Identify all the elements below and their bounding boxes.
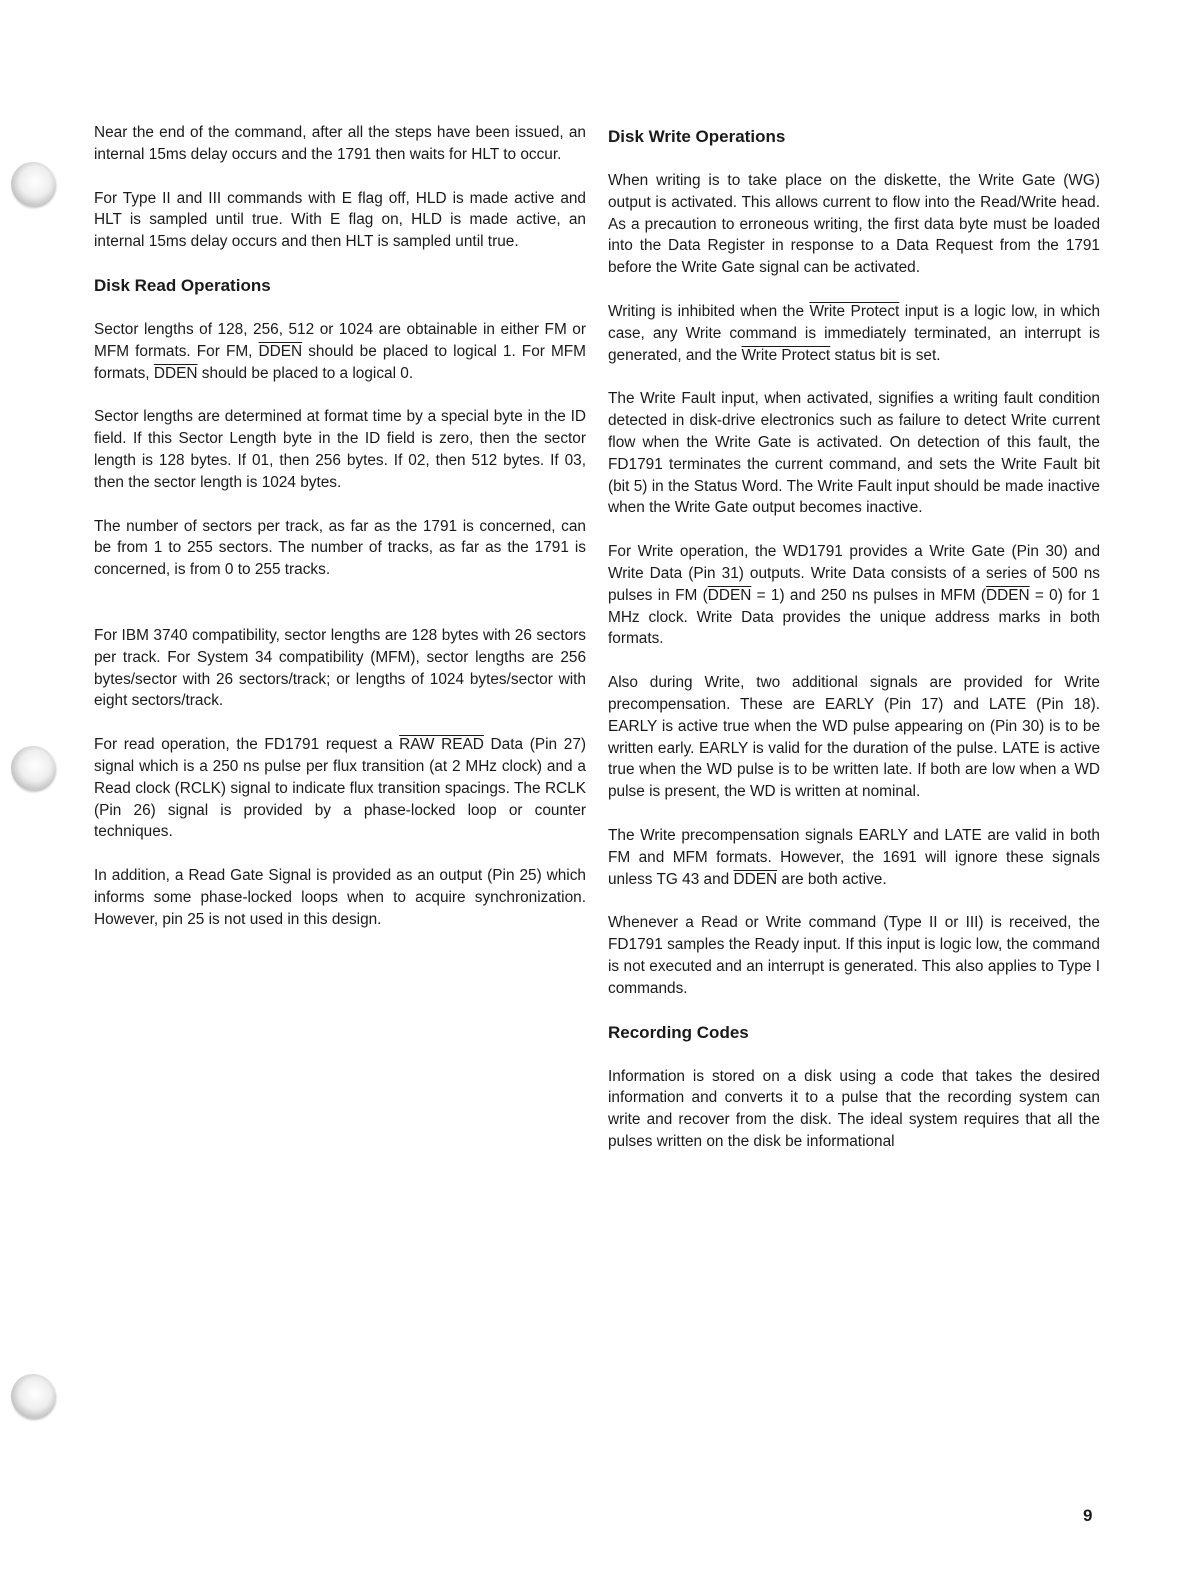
paragraph-sector-lengths: Sector lengths of 128, 256, 512 or 1024 are obtainable in either FM or MFM formats. For FM, DDEN should be placed to logical 1. For MFM formats, DDEN should be placed to a logical 0. (94, 320, 587, 382)
paragraph-write-fault: The Write Fault input, when activated, signifies a writing fault condition detected in disk-drive electronics such as failure to detect Write current flow when the Write Gate is activated. On detection of this fault, the FD1791 terminates the current command, and sets the Write Fault bit (bit 5) in the Status Word. The Write Fault input should be made inactive when the Write Gate output becomes inactive. (608, 390, 1100, 517)
paragraph-read-gate: In addition, a Read Gate Signal is provided as an output (Pin 25) which informs some phase-locked loops when to acquire synchronization. However, pin 25 is not used in this design. (94, 867, 586, 928)
paragraph-recording-codes: Information is stored on a disk using a code that takes the desired information and converts it to a pulse that the recording system can write and recover from the disk. The ideal system requires that all the pulses written on the disk be informational (608, 1067, 1100, 1150)
binder-hole-middle (11, 746, 55, 790)
write-protect-signal: Write Protect (741, 346, 831, 364)
page-number: 9 (1083, 1506, 1093, 1525)
paragraph-write-protect: Writing is inhibited when the Write Protect input is a logic low, in which case, any Write command is immediately terminated, an interrupt is generated, and the Write Protect status bit is set. (608, 302, 1101, 364)
dden-signal: DDEN (985, 586, 1030, 604)
heading-recording-codes: Recording Codes (608, 1022, 749, 1042)
dden-signal: DDEN (258, 342, 303, 360)
binder-hole-bottom (11, 1374, 55, 1418)
paragraph-precomp-formats: The Write precompensation signals EARLY and LATE are valid in both FM and MFM formats. However, the 1691 will ignore these signals unless TG 43 and DDEN are both active. (608, 826, 1100, 888)
right-column (608, 122, 1100, 1175)
heading-disk-write-operations: Disk Write Operations (608, 127, 786, 146)
paragraph-ibm-compatibility: For IBM 3740 compatibility, sector lengths are 128 bytes with 26 sectors per track. For System 34 compatibility (MFM), sector lengths are 256 bytes/sector with 26 sectors/track; or lengths of 1024 bytes/sector with eight sectors/track. (94, 626, 586, 710)
dden-signal: DDEN (733, 870, 778, 888)
binder-hole-top (11, 162, 55, 206)
raw-read-signal: RAW READ (399, 736, 484, 754)
paragraph-sectors-per-track: The number of sectors per track, as far as the 1791 is concerned, can be from 1 to 255 sectors. The number of tracks, as far as the 1791 is concerned, is from 0 to 255 tracks. (94, 517, 586, 579)
dden-signal: DDEN (153, 364, 198, 382)
paragraph-precompensation: Also during Write, two additional signals are provided for Write precompensation. These are EARLY (Pin 17) and LATE (Pin 18). EARLY is active true when the WD pulse appearing on (Pin 30) is to be written early. EARLY is valid for the duration of the pulse. LATE is active true when the WD pulse is to be written late. If both are low when a WD pulse is present, the WD is written at nominal. (608, 674, 1100, 801)
write-protect-signal: Write Protect (809, 302, 900, 320)
paragraph-ready-input: Whenever a Read or Write command (Type II or III) is received, the FD1791 samples the Ready input. If this input is logic low, the command is not executed and an interrupt is generated. This also applies to Type I commands. (608, 914, 1100, 997)
paragraph-hlt-wait: Near the end of the command, after all the steps have been issued, an internal 15ms delay occurs and the 1791 then waits for HLT to occur. (94, 124, 586, 163)
paragraph-write-operation: For Write operation, the WD1791 provides a Write Gate (Pin 30) and Write Data (Pin 31) outputs. Write Data consists of a series of 500 ns pulses in FM (DDEN = 1) and 250 ns pulses in MFM (DDEN = 0) for 1 MHz clock. Write Data provides the unique address marks in both formats. (608, 543, 1100, 648)
heading-disk-read-operations: Disk Read Operations (94, 275, 271, 295)
paragraph-sector-length-byte: Sector lengths are determined at format time by a special byte in the ID field. If this Sector Length byte in the ID field is zero, then the sector length is 128 bytes. If 01, then 256 bytes. If 02, then 512 bytes. If 03, then the sector length is 1024 bytes. (94, 408, 586, 491)
paragraph-read-operation: For read operation, the FD1791 request a RAW READ Data (Pin 27) signal which is a 250 ns pulse per flux transition (at 2 MHz clock) and a Read clock (RCLK) signal to indicate flux transition spacings. The RCLK (Pin 26) signal is provided by a phase-locked loop or counter techniques. (94, 736, 587, 841)
paragraph-type-ii-iii: For Type II and III commands with E flag off, HLD is made active and HLT is sampled until true. With E flag on, HLD is made active, an internal 15ms delay occurs and then HLT is sampled until true. (94, 189, 586, 251)
dden-signal: DDEN (707, 586, 752, 604)
paragraph-write-gate: When writing is to take place on the diskette, the Write Gate (WG) output is activated. This allows current to flow into the Read/Write head. As a precaution to erroneous writing, the first data byte must be loaded into the Data Register in response to a Data Request from the 1791 before the Write Gate signal can be activated. (608, 172, 1100, 277)
left-column (94, 122, 586, 953)
